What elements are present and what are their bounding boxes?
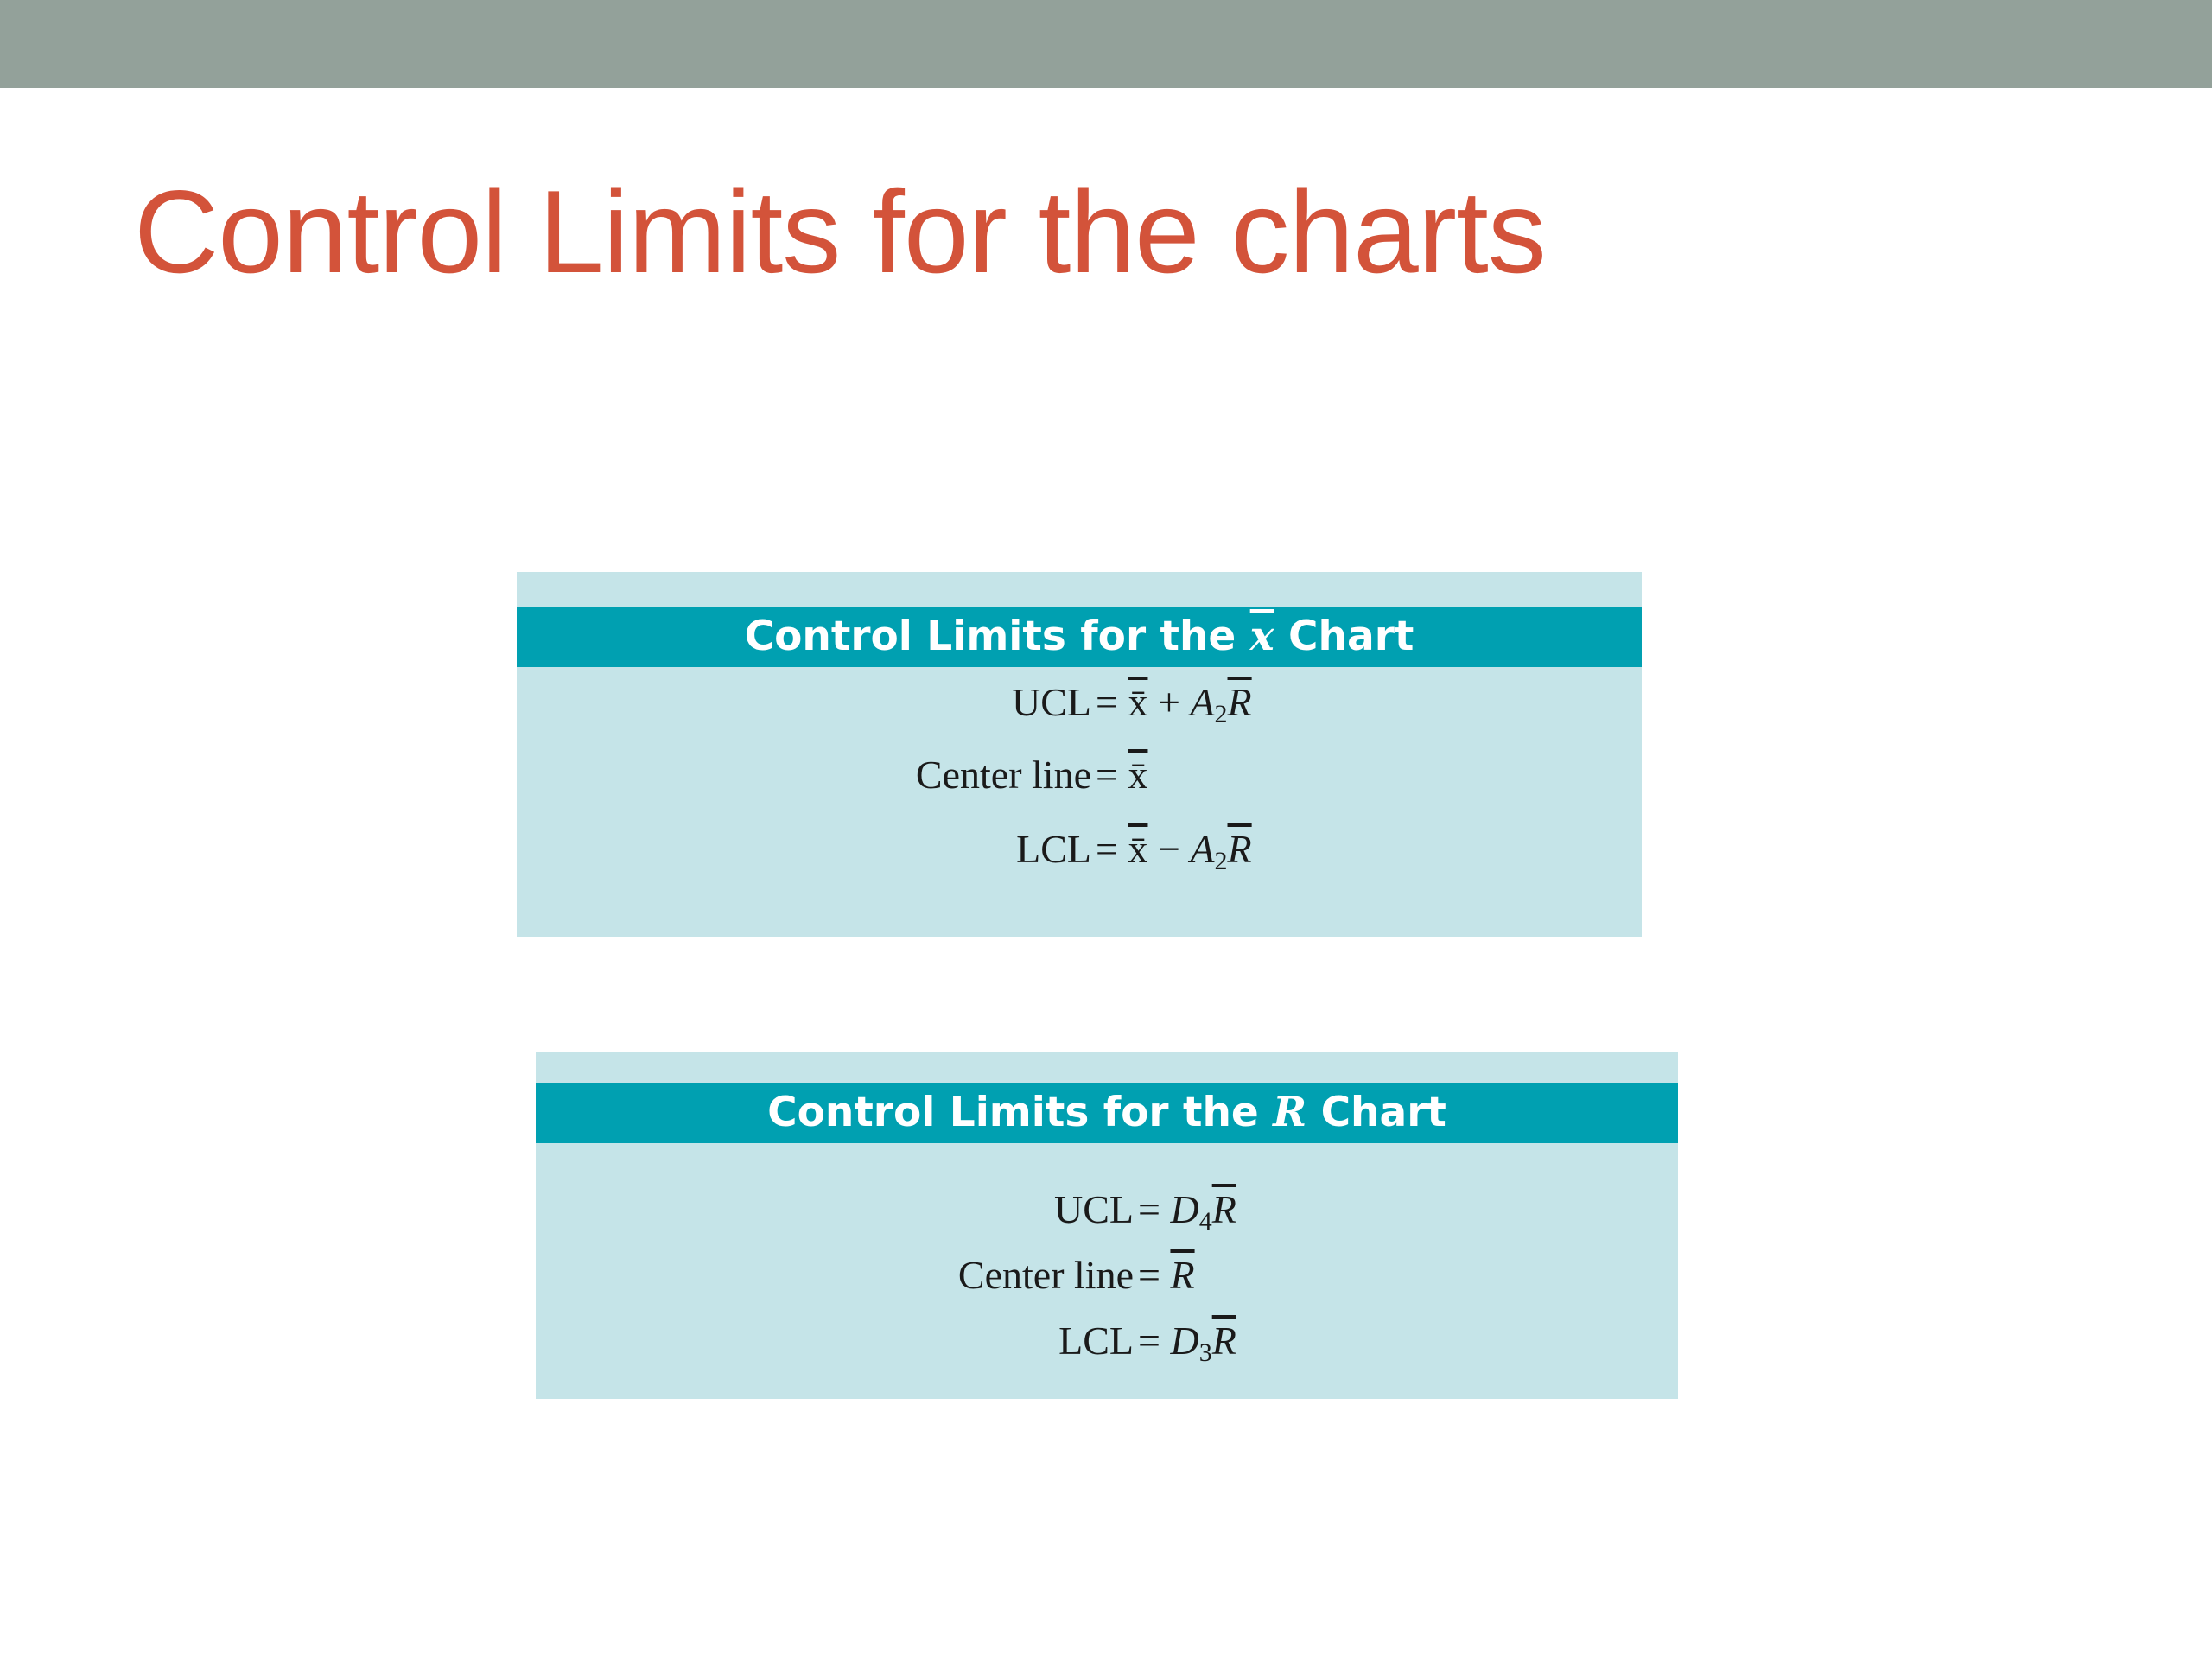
xbar-lcl-formula: LCL = x̄ − $A_2\overline{R}$ [1016, 827, 1252, 875]
xbar-ucl-formula: UCL = x̄ + $A_2\overline{R}$ [1012, 680, 1252, 728]
xbar-control-limits-box [517, 572, 1642, 937]
xbar-box-header [517, 607, 1642, 667]
r-ucl-label: UCL [1054, 1187, 1134, 1231]
r-ucl-formula: UCL = $D_4\overline{R}$ [1054, 1187, 1236, 1236]
r-center-line-formula: Center line = $\overline{R}$ [957, 1253, 1195, 1297]
r-header-suffix: Chart [1306, 1089, 1446, 1136]
xbar-ucl-label: UCL [1012, 680, 1091, 724]
slide-title: Control Limits for the charts [134, 166, 1546, 297]
xbar-center-label: Center line [915, 753, 1091, 797]
xbar-header-suffix: Chart [1274, 613, 1414, 660]
top-bar [0, 0, 2212, 88]
r-header-symbol: R [1273, 1089, 1307, 1136]
xbar-center-line-formula: Center line = x̄ [915, 753, 1148, 797]
r-control-limits-box [536, 1052, 1678, 1399]
r-lcl-formula: LCL = $D_3\overline{R}$ [1058, 1319, 1236, 1367]
r-center-label: Center line [957, 1253, 1134, 1297]
r-lcl-label: LCL [1058, 1319, 1134, 1363]
r-box-header [536, 1083, 1678, 1143]
r-header-prefix: Control Limits for the [767, 1089, 1274, 1136]
xbar-header-prefix: Control Limits for the [744, 613, 1250, 660]
xbar-lcl-label: LCL [1016, 827, 1091, 871]
xbar-header-symbol: $\overline{x}$ [1249, 613, 1274, 660]
